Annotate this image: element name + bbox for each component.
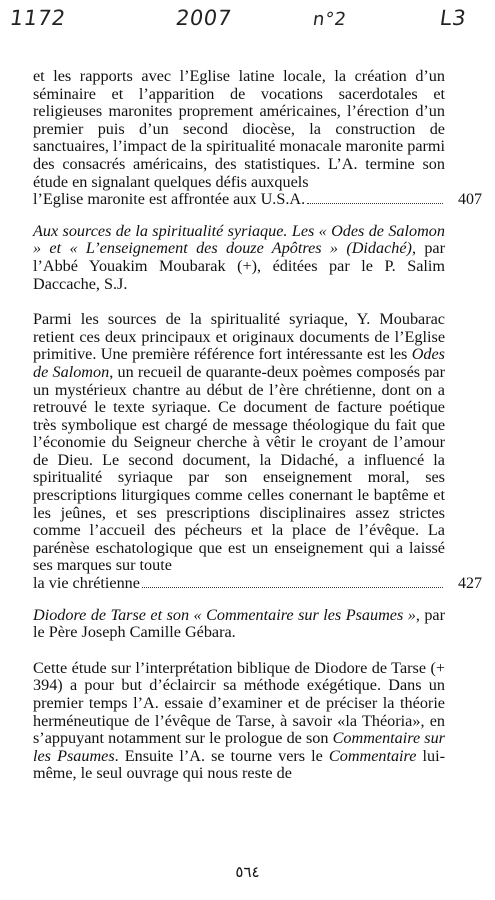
- entry-2-last-line: [33, 575, 445, 593]
- entry-2-text-em: Odes de Salomon: [33, 345, 445, 381]
- entry-3: [33, 607, 445, 783]
- entry-2-last-line-text: la vie chrétienne: [33, 574, 140, 593]
- handwritten-issue: n°2: [311, 9, 348, 30]
- footer-page-number: ٥٦٤: [235, 863, 260, 881]
- page-body: [33, 68, 445, 783]
- entry-1-last-line-text: l’Eglise maronite est affrontée aux U.S.A.: [33, 190, 306, 209]
- entry-2-text: [33, 311, 445, 575]
- handwritten-code: L3: [438, 6, 468, 30]
- entry-1-page-number: 407: [458, 191, 482, 209]
- entry-2-text-b: , un recueil de quarante-deux poèmes composés par un mystérieux chantre au début de l’ère chrétienne, dont on a retrouvé le texte syriaque. Ce document de facture poétique très symbolique est chargé de message théologique du fait que l’économie du Seigneur cherche à vêtir le croyant de l’amour de Dieu. Le second document, la Didaché, a influencé la spiritualité syriaque par son enseignement moral, ses prescriptions liturgiques comme celles conernant le baptême et les jeûnes, et ses prescriptions disciplinaires assez strictes comme l’accueil des pécheurs et la place de l’évêque. La parénèse eschatologique que est un enseignement qui a laissé ses marques sur toute: [33, 362, 445, 575]
- entry-3-text-c: lui-même, le seul ouvrage qui nous reste de: [33, 746, 446, 783]
- entry-1-last-line: [33, 191, 445, 209]
- entry-1-text: et les rapports avec l’Eglise latine locale, la création d’un séminaire et l’apparition de vocations sacerdotales et religieuses maronites proprement américaines, l’érection d’un premier puis d’un second diocèse, la construction de sanctuaires, l’impact de la spiritualité monacale maronite parmi des consacrés américains, des statistiques. L’A. termine son étude en signalant quelques défis auxquels: [33, 67, 445, 191]
- entry-1: [33, 68, 445, 209]
- entry-3-text-b: . Ensuite l’A. se tourne vers le: [114, 746, 329, 765]
- entry-3-title-italic: Diodore de Tarse et son « Commentaire sur les Psaumes »: [33, 605, 416, 624]
- leader-dots: [142, 587, 443, 588]
- entry-3-text-em1: Commentaire sur les Psaumes: [33, 729, 445, 765]
- entry-2-title-italic: Aux sources de la spiritualité syriaque. Les « Odes de Salomon » et « L’enseignement des douze Apôtres » (Didaché): [33, 221, 445, 258]
- entry-2-title-rest: , par l’Abbé Youakim Moubarak (+), éditées par le P. Salim Daccache, S.J.: [33, 239, 446, 293]
- entry-3-text-a: Cette étude sur l’interprétation biblique de Diodore de Tarse (+ 394) a pour but d’éclaircir sa méthode exégétique. Dans un premier temps l’A. essaie d’examiner et de préciser la théorie herméneutique de l’évêque de Tarse, à savoir «la Théoria», en s’appuyant notamment sur le prologue de son: [33, 658, 445, 748]
- entry-3-text-em2: Commentaire: [328, 746, 417, 765]
- entry-2-text-a: Parmi les sources de la spiritualité syriaque, Y. Moubarac retient ces deux principaux et originaux documents de l’Eglise primitive. Une première référence fort intéressante est les: [33, 310, 445, 364]
- entry-2-title: [33, 223, 445, 293]
- entry-2-page-number: 427: [458, 575, 482, 593]
- entry-3-title: [33, 607, 445, 642]
- entry-3-title-rest: , par le Père Joseph Camille Gébara.: [33, 605, 445, 642]
- entry-2: [33, 223, 445, 593]
- entry-3-text: [33, 660, 445, 783]
- handwritten-ref-number: 1172: [8, 6, 68, 30]
- handwritten-year: 2007: [174, 6, 234, 30]
- leader-dots: [307, 203, 443, 204]
